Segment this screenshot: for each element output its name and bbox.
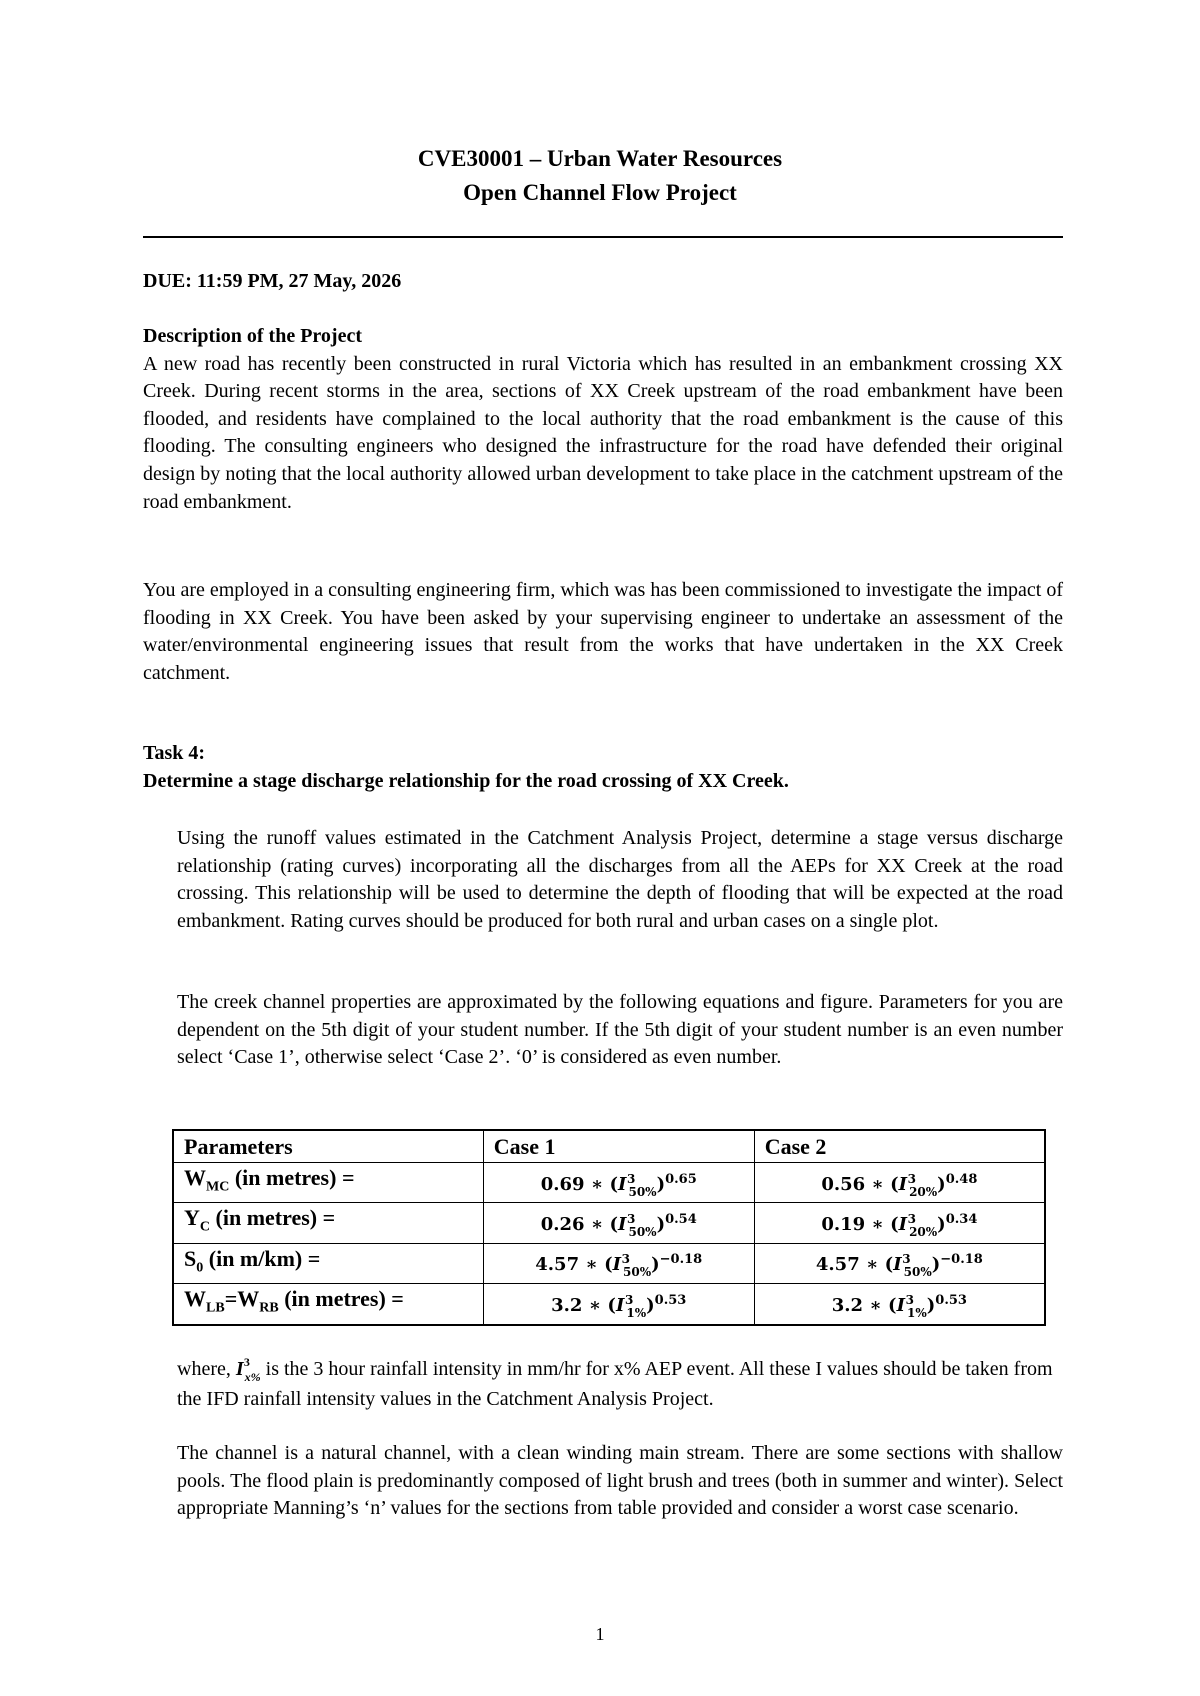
case2-equation: 4.57 ∗ (I 3 $_{50\%}$)$^{-0.18}$ [754, 1243, 1045, 1283]
description-paragraph-1: A new road has recently been constructed in rural Victoria which has resulted in an embankment crossing XX Creek. During recent storms in the area, sections of XX Creek upstream of the road embankment have been flooded, and residents have complained to the local authority that the road embankment is the cause of this flooding. The consulting engineers who designed the infrastructure for the road have defended their original design by noting that the local authority allowed urban development to take place in the catchment upstream of the road embankment. [143, 352, 1063, 513]
title-divider [143, 236, 1063, 238]
channel-paragraph: The channel is a natural channel, with a clean winding main stream. There are some sections with shallow pools. The flood plain is predominantly composed of light brush and trees (both in summer and winter). Select appropriate Manning’s ‘n’ values for the sections from table provided and consider a worst case scenario. [177, 1442, 1063, 1520]
table-row [173, 1163, 1045, 1203]
case2-equation: 0.19 ∗ (I 3 $_{20\%}$)$^{0.34}$ [754, 1203, 1045, 1243]
task-paragraph-1: Using the runoff values estimated in the Catchment Analysis Project, determine a stage versus discharge relationship (rating curves) incorporating all the discharges from all the AEPs for XX Creek at the road crossing. This relationship will be used to determine the depth of flooding that will be expected at the road embankment. Rating curves should be produced for both rural and urban cases on a single plot. [177, 827, 1063, 932]
task-paragraph-2: The creek channel properties are approximated by the following equations and figure. Parameters for you are dependent on the 5th digit of your student number. If the 5th digit of your student number is an even number select ‘Case 1’, otherwise select ‘Case 2’. ‘0’ is considered as even number. [177, 991, 1063, 1069]
table-header: Case 1 [483, 1130, 754, 1163]
parameter-cell: $W_{MC}$ (in metres) = [173, 1163, 483, 1203]
parameter-cell: $Y_C$ (in metres) = [173, 1203, 483, 1243]
intensity-symbol: I 3 $_{x\%}$ [235, 1355, 261, 1384]
table-header: Case 2 [754, 1130, 1045, 1163]
task-label: Task 4: [143, 742, 206, 764]
document-title [0, 142, 1200, 210]
table-row [173, 1284, 1045, 1325]
case1-equation: 0.26 ∗ (I 3 $_{50\%}$)$^{0.54}$ [483, 1203, 754, 1243]
case1-equation: 4.57 ∗ (I 3 $_{50\%}$)$^{-0.18}$ [483, 1243, 754, 1283]
parameter-cell: $W_{LB}=W_{RB}$ (in metres) = [173, 1284, 483, 1325]
description-paragraph-2: You are employed in a consulting engineering firm, which was has been commissioned to investigate the impact of flooding in XX Creek. You have been asked by your supervising engineer to undertake an assessment of the water/environmental engineering issues that result from the works that have undertaken in the XX Creek catchment. [143, 579, 1063, 684]
project-title: Open Channel Flow Project [463, 180, 737, 205]
task-heading: Determine a stage discharge relationship for the road crossing of XX Creek. [143, 769, 789, 792]
where-paragraph: where, I 3 $_{x\%}$ is the 3 hour rainfall intensity in mm/hr for x% AEP event. All these I values should be taken from the IFD rainfall intensity values in the Catchment Analysis Project. [177, 1355, 1053, 1410]
course-title: CVE30001 – Urban Water Resources [417, 146, 783, 171]
description-heading: Description of the Project [143, 325, 363, 347]
case1-equation: 3.2 ∗ (I 3 $_{1\%}$)$^{0.53}$ [483, 1284, 754, 1325]
case2-equation: 0.56 ∗ (I 3 $_{20\%}$)$^{0.48}$ [754, 1163, 1045, 1203]
parameters-table [172, 1129, 1046, 1326]
case2-equation: 3.2 ∗ (I 3 $_{1\%}$)$^{0.53}$ [754, 1284, 1045, 1325]
due-date: DUE: 11:59 PM, 27 May, 2026 [143, 270, 402, 292]
table-row [173, 1243, 1045, 1283]
table-row [173, 1203, 1045, 1243]
task-section-heading [143, 740, 1063, 795]
parameter-cell: $S_0$ (in m/km) = [173, 1243, 483, 1283]
description-section [143, 323, 1063, 516]
table-header: Parameters [173, 1130, 483, 1163]
page-number: 1 [595, 1624, 605, 1644]
case1-equation: 0.69 ∗ (I 3 $_{50\%}$)$^{0.65}$ [483, 1163, 754, 1203]
table-header-row [173, 1130, 1045, 1163]
